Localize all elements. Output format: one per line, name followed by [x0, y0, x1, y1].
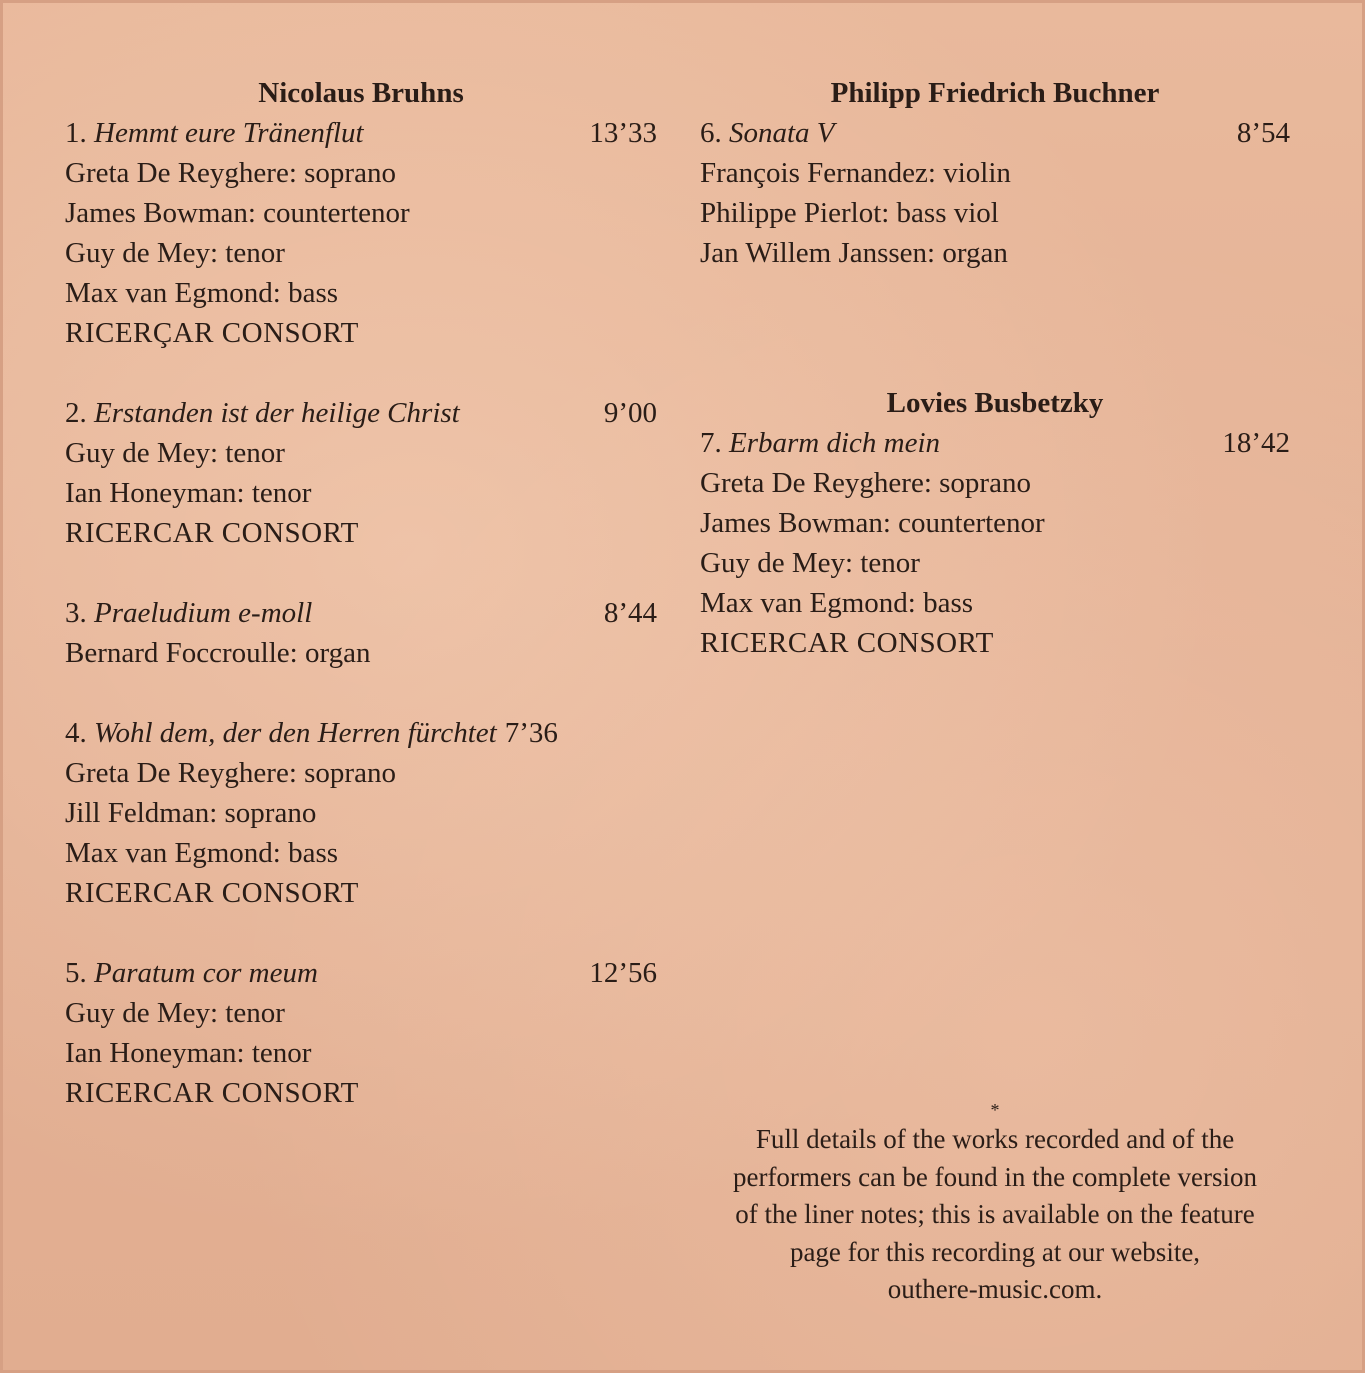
track-number: 4. — [65, 717, 87, 749]
performer: Greta De Reyghere: soprano — [65, 157, 396, 189]
note-line: outhere-music.com. — [887, 1274, 1103, 1304]
composer-heading: Lovies Busbetzky — [886, 387, 1104, 419]
track-title: Erbarm dich mein — [729, 427, 941, 459]
track-title: Paratum cor meum — [94, 957, 318, 989]
performer: Bernard Foccroulle: organ — [65, 637, 371, 669]
track-title: Hemmt eure Tränenflut — [94, 117, 364, 149]
liner-note-footnote — [700, 1101, 1290, 1309]
performer: Max van Egmond: bass — [65, 277, 339, 309]
track-title-line — [700, 113, 1290, 153]
track-duration: 8’44 — [603, 597, 657, 629]
track-7 — [700, 423, 1290, 663]
performer: Guy de Mey: tenor — [65, 237, 285, 269]
performer: Jan Willem Janssen: organ — [700, 237, 1008, 269]
track-title-line — [65, 113, 657, 153]
track-1 — [65, 113, 657, 353]
performer: François Fernandez: violin — [700, 157, 1011, 189]
track-number: 1. — [65, 117, 87, 149]
performer: Max van Egmond: bass — [65, 837, 339, 869]
track-4 — [65, 713, 657, 913]
performer: Guy de Mey: tenor — [65, 997, 285, 1029]
track-number: 2. — [65, 397, 87, 429]
track-2 — [65, 393, 657, 553]
track-5 — [65, 953, 657, 1113]
track-title-line — [700, 423, 1290, 463]
composer-heading: Philipp Friedrich Buchner — [830, 77, 1160, 109]
track-title: Praeludium e-moll — [94, 597, 313, 629]
performer: Greta De Reyghere: soprano — [700, 467, 1031, 499]
performer: Greta De Reyghere: soprano — [65, 757, 396, 789]
note-line: Full details of the works recorded and of the — [755, 1124, 1235, 1154]
track-title-line — [65, 713, 657, 753]
left-column — [65, 73, 657, 1153]
ensemble: RICERCAR CONSORT — [65, 517, 359, 549]
track-6 — [700, 113, 1290, 273]
performer: Guy de Mey: tenor — [700, 547, 920, 579]
asterisk: * — [990, 1100, 1000, 1120]
track-number: 3. — [65, 597, 87, 629]
performer: Philippe Pierlot: bass viol — [700, 197, 999, 229]
track-3 — [65, 593, 657, 673]
note-line: page for this recording at our website, — [789, 1236, 1201, 1267]
track-title: Wohl dem, der den Herren fürchtet — [94, 717, 497, 749]
track-duration: 7’36 — [504, 717, 558, 749]
performer: Guy de Mey: tenor — [65, 437, 285, 469]
ensemble: RICERCAR CONSORT — [65, 877, 359, 909]
track-duration: 13’33 — [589, 117, 657, 149]
performer: James Bowman: countertenor — [65, 197, 410, 229]
ensemble: RICERCAR CONSORT — [65, 1077, 359, 1109]
track-title: Erstanden ist der heilige Christ — [94, 397, 460, 429]
performer: James Bowman: countertenor — [700, 507, 1045, 539]
note-line: of the liner notes; this is available on the feature — [735, 1199, 1255, 1229]
track-number: 5. — [65, 957, 87, 989]
performer: Jill Feldman: soprano — [65, 797, 317, 829]
track-title: Sonata V — [729, 117, 835, 149]
composer-heading: Nicolaus Bruhns — [258, 77, 464, 109]
note-line: performers can be found in the complete version — [732, 1161, 1258, 1192]
track-number: 7. — [700, 427, 722, 459]
performer: Max van Egmond: bass — [700, 587, 974, 619]
spacer — [700, 273, 1290, 383]
ensemble: RICERÇAR CONSORT — [65, 317, 359, 349]
track-title-line — [65, 593, 657, 633]
right-column — [700, 73, 1290, 663]
performer: Ian Honeyman: tenor — [65, 477, 312, 509]
track-duration: 8’54 — [1236, 117, 1290, 149]
track-duration: 9’00 — [603, 397, 657, 429]
track-title-line — [65, 953, 657, 993]
track-number: 6. — [700, 117, 722, 149]
ensemble: RICERCAR CONSORT — [700, 627, 994, 659]
performer: Ian Honeyman: tenor — [65, 1037, 312, 1069]
track-duration: 12’56 — [589, 957, 657, 989]
track-title-line — [65, 393, 657, 433]
track-duration: 18’42 — [1222, 427, 1290, 459]
